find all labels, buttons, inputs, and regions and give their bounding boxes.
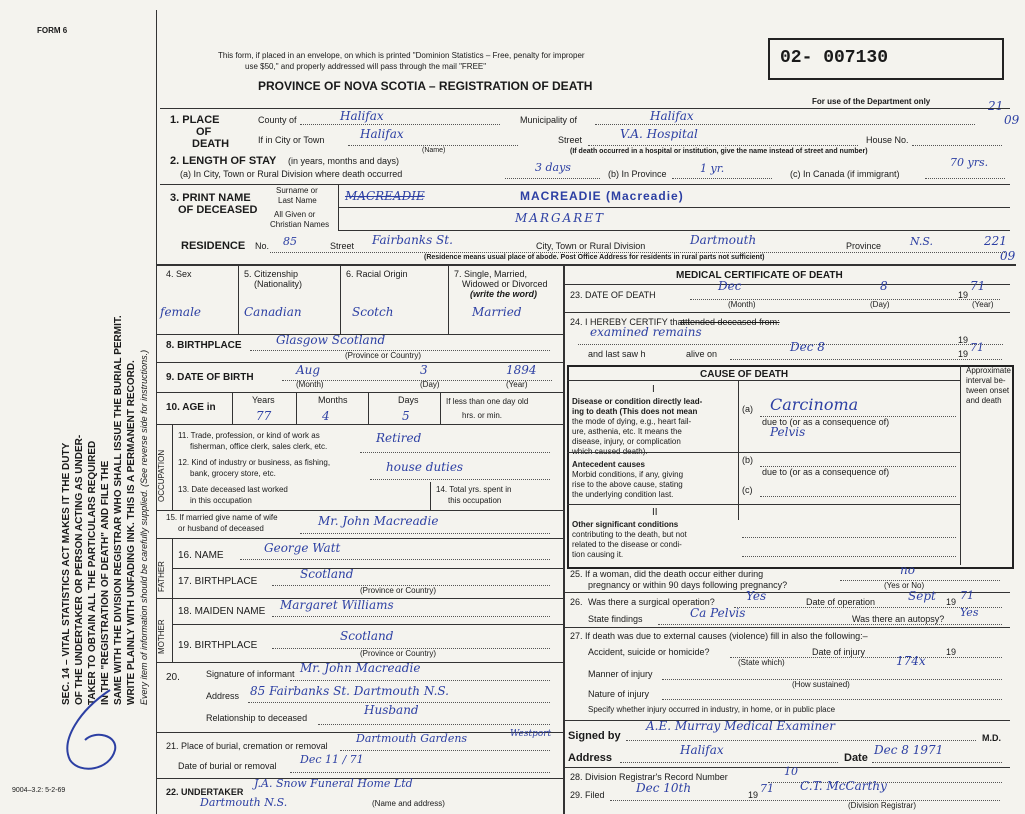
surgery-value: Yes <box>746 589 767 603</box>
filed-value: Dec 10th <box>636 781 692 795</box>
q11-label: 11. Trade, profession, or kind of work as <box>178 431 320 440</box>
burial-place-label: 21. Place of burial, cremation or removal <box>166 741 328 751</box>
stay-a-label: (a) In City, Town or Rural Division where death occurred <box>180 169 403 179</box>
stay-c-label: (c) In Canada (if immigrant) <box>790 169 900 179</box>
days-label: Days <box>398 395 419 405</box>
county-value: Halifax <box>340 109 384 123</box>
cause-c-label: (c) <box>742 485 753 495</box>
other-conditions-label-2: contributing to the death, but not <box>572 530 687 539</box>
roman-one: I <box>652 384 655 395</box>
registrar-signature: C.T. McCarthy <box>800 779 887 793</box>
injury-date-label: Date of injury <box>812 647 866 657</box>
birthplace-note: (Province or Country) <box>345 351 422 360</box>
municipality-value: Halifax <box>650 109 694 123</box>
yr-prefix-3: 19 <box>958 349 969 359</box>
q13-label-2: in this occupation <box>190 496 252 505</box>
death-day-note: (Day) <box>870 300 890 309</box>
stay-sub: (in years, months and days) <box>288 156 400 166</box>
mother-birthplace-note: (Province or Country) <box>360 649 437 658</box>
birthplace-value: Glasgow Scotland <box>276 333 386 347</box>
stay-b-value: 1 yr. <box>700 162 725 175</box>
address-label: Address <box>568 752 613 764</box>
burial-place: Dartmouth Gardens <box>356 732 468 745</box>
sex-value: female <box>160 305 202 319</box>
mother-birthplace-label: 19. BIRTHPLACE <box>178 640 258 651</box>
registration-number: 02- 007130 <box>780 48 889 68</box>
city-label: If in City or Town <box>258 135 325 145</box>
residence-note: (Residence means usual place of abode. Post Office Address for residents in rural parts not sufficient) <box>424 254 765 261</box>
dob-month: Aug <box>296 363 321 377</box>
marital-label-2: Widowed or Divorced <box>462 279 548 289</box>
q27-label: 27. If death was due to external causes (violence) fill in also the following:– <box>570 631 868 641</box>
q20-label: 20. <box>166 672 180 683</box>
interval-label-4: and death <box>966 396 1002 405</box>
md-label: M.D. <box>982 733 1001 743</box>
record-number-label: 28. Division Registrar's Record Number <box>570 772 728 782</box>
informant-rel: Husband <box>364 703 419 717</box>
accident-label: Accident, suicide or homicide? <box>588 647 710 657</box>
house-label: House No. <box>866 135 909 145</box>
industry-label: Specify whether injury occurred in industry, in home, or in public place <box>588 705 836 714</box>
municipality-label: Municipality of <box>520 115 578 125</box>
q13-label: 13. Date deceased last worked <box>178 485 288 494</box>
given-label-2: Christian Names <box>270 220 330 229</box>
dept-code: 09 <box>1004 113 1020 127</box>
deceased-name-label: 3. PRINT NAME <box>170 192 251 204</box>
immediate-cause-label: Disease or condition directly lead- <box>572 397 703 406</box>
death-year: 71 <box>970 279 986 293</box>
father-birthplace-label: 17. BIRTHPLACE <box>178 576 258 587</box>
marital-label-3: (write the word) <box>470 289 537 299</box>
years-label: Years <box>252 395 275 405</box>
spouse-value: Mr. John Macreadie <box>318 514 439 528</box>
residence-province-label: Province <box>846 241 882 251</box>
age-days: 5 <box>402 409 410 423</box>
citizenship-label-2: (Nationality) <box>254 279 303 289</box>
q25-label-2: pregnancy or within 90 days following pregnancy? <box>588 580 788 590</box>
state-which-note: (State which) <box>738 658 785 667</box>
residence-no: 85 <box>283 235 297 248</box>
yr-prefix: 19 <box>958 290 969 300</box>
op-date-value: Sept <box>908 589 936 603</box>
certify-struck: attended deceased from: <box>680 317 780 327</box>
due-to-label: due to (or as a consequence of) <box>762 417 890 427</box>
other-conditions-label: Other significant conditions <box>572 520 679 529</box>
q12-label-2: bank, grocery store, etc. <box>190 469 276 478</box>
alive-on-label: alive on <box>686 349 718 359</box>
findings-value: Ca Pelvis <box>690 606 746 620</box>
side-line: OF THE UNDERTAKER OR PERSON ACTING AS UNDER- <box>74 434 85 705</box>
father-side-label: FATHER <box>157 561 166 592</box>
antecedent-label-3: rise to the above cause, stating <box>572 480 683 489</box>
signed-value: A.E. Murray Medical Examiner <box>646 719 836 733</box>
marital-label: 7. Single, Married, <box>454 269 528 279</box>
q15-label-2: or husband of deceased <box>178 524 264 533</box>
county-label: County of <box>258 115 297 125</box>
informant-addr: 85 Fairbanks St. Dartmouth N.S. <box>250 684 449 698</box>
injury-number: 174x <box>896 654 926 668</box>
manner-label: Manner of injury <box>588 669 653 679</box>
side-instructions <box>60 315 151 705</box>
antecedent-label-4: the underlying condition last. <box>572 490 674 499</box>
cause-b-label: (b) <box>742 455 753 465</box>
medical-title: MEDICAL CERTIFICATE OF DEATH <box>676 270 843 281</box>
surgery-label: Was there a surgical operation? <box>588 597 715 607</box>
q26-number: 26. <box>570 597 583 607</box>
date-label: Date <box>844 752 868 764</box>
surname-value: MACREADIE (Macreadie) <box>520 189 684 203</box>
yr-prefix-6: 19 <box>748 790 759 800</box>
due-to-label-2: due to (or as a consequence of) <box>762 467 890 477</box>
form-number: FORM 6 <box>37 26 68 35</box>
street-value: V.A. Hospital <box>620 127 698 141</box>
burial-place-extra: Westport <box>510 729 552 739</box>
dob-label: 9. DATE OF BIRTH <box>166 372 254 383</box>
q25-value: no <box>900 563 915 577</box>
father-name-label: 16. NAME <box>178 550 224 561</box>
undertaker-value: J.A. Snow Funeral Home Ltd <box>254 777 413 790</box>
certify-label: 24. I HEREBY CERTIFY that I <box>570 317 691 327</box>
last-seen-year: 71 <box>970 341 984 354</box>
citizenship-label: 5. Citizenship <box>244 269 299 279</box>
filed-label: 29. Filed <box>570 790 605 800</box>
op-date-label: Date of operation <box>806 597 876 607</box>
burial-date-label: Date of burial or removal <box>178 761 277 771</box>
residence-province: N.S. <box>910 235 934 248</box>
dept-code: 221 <box>984 234 1007 248</box>
certify-from: examined remains <box>590 325 702 339</box>
record-number-value: 10 <box>784 765 798 778</box>
name-note: (Name) <box>422 147 446 154</box>
death-month: Dec <box>718 279 742 293</box>
q11-label-2: fisherman, office clerk, sales clerk, etc. <box>190 442 328 451</box>
yes-no-note: (Yes or No) <box>884 581 925 590</box>
stay-c-value: 70 yrs. <box>950 156 989 169</box>
q14-label-2: this occupation <box>448 496 502 505</box>
year-note: (Year) <box>506 380 528 389</box>
interval-label: Approximate <box>966 366 1011 375</box>
cause-title: CAUSE OF DEATH <box>700 369 789 380</box>
side-line: Every item of information should be carefully supplied. (See reverse side for instructions.) <box>139 349 149 705</box>
months-label: Months <box>318 395 348 405</box>
father-birthplace-note: (Province or Country) <box>360 586 437 595</box>
death-day: 8 <box>880 279 888 293</box>
residence-street-label: Street <box>330 241 355 251</box>
marital-value: Married <box>472 305 522 319</box>
father-name-value: George Watt <box>264 541 341 555</box>
informant-sig-label: Signature of informant <box>206 669 295 679</box>
notice-line-2: use $50," and properly addressed will pass through the mail "FREE" <box>245 62 487 71</box>
surname-struck: MACREADIE <box>345 189 425 203</box>
place-label: 1. PLACE <box>170 114 220 126</box>
antecedent-label: Antecedent causes <box>572 460 645 469</box>
cause-a-value-2: Pelvis <box>770 425 806 439</box>
lt-day-label-2: hrs. or min. <box>462 411 503 420</box>
residence-no-label: No. <box>255 241 270 251</box>
date-value: Dec 8 1971 <box>874 743 944 757</box>
residence-city-label: City, Town or Rural Division <box>536 241 646 251</box>
last-seen-label: and last saw h <box>588 349 646 359</box>
day-note: (Day) <box>420 380 440 389</box>
dept-code: 09 <box>1000 249 1016 263</box>
burial-date: Dec 11 / 71 <box>300 753 364 766</box>
stay-a-value: 3 days <box>535 161 571 174</box>
address-value: Halifax <box>680 743 724 757</box>
mother-maiden-value: Margaret Williams <box>280 598 394 612</box>
last-seen-date: Dec 8 <box>790 340 825 354</box>
occupation-side-label: OCCUPATION <box>157 449 166 502</box>
mother-birthplace-value: Scotland <box>340 629 394 643</box>
residence-city: Dartmouth <box>690 233 757 247</box>
informant-rel-label: Relationship to deceased <box>206 713 308 723</box>
stay-label: 2. LENGTH OF STAY <box>170 155 277 167</box>
mother-maiden-label: 18. MAIDEN NAME <box>178 606 266 617</box>
immediate-cause-label-6: which caused death). <box>572 447 648 456</box>
findings-label: State findings <box>588 614 643 624</box>
nature-label: Nature of injury <box>588 689 650 699</box>
other-conditions-label-3: related to the disease or condi- <box>572 540 682 549</box>
notice-line-1: This form, if placed in an envelope, on which is printed "Dominion Statistics – Free, penalty for improper <box>218 51 585 60</box>
informant-addr-label: Address <box>206 691 240 701</box>
city-value: Halifax <box>360 127 404 141</box>
informant-sig: Mr. John Macreadie <box>300 661 421 675</box>
street-label: Street <box>558 135 583 145</box>
age-months: 4 <box>322 409 330 423</box>
q25-label: 25. If a woman, did the death occur either during <box>570 569 764 579</box>
stay-b-label: (b) In Province <box>608 169 667 179</box>
autopsy-label: Was there an autopsy? <box>852 614 945 624</box>
registration-number-box <box>768 38 1004 80</box>
racial-label: 6. Racial Origin <box>346 269 408 279</box>
lt-day-label: If less than one day old <box>446 397 529 406</box>
racial-value: Scotch <box>352 305 394 319</box>
immediate-cause-label-5: disease, injury, or complication <box>572 437 681 446</box>
q15-label: 15. If married give name of wife <box>166 513 278 522</box>
yr-prefix-5: 19 <box>946 647 957 657</box>
surname-label: Surname or <box>276 186 318 195</box>
place-label-of: OF <box>196 126 212 138</box>
dept-code: 21 <box>988 99 1004 113</box>
form-title: PROVINCE OF NOVA SCOTIA – REGISTRATION OF DEATH <box>258 79 593 93</box>
print-code: 9004–3.2: 5-2-69 <box>12 787 66 794</box>
sex-label: 4. Sex <box>166 269 192 279</box>
given-label: All Given or <box>274 210 316 219</box>
undertaker-label: 22. UNDERTAKER <box>166 787 244 797</box>
death-year-note: (Year) <box>972 300 994 309</box>
death-date-label: 23. DATE OF DEATH <box>570 290 656 300</box>
dept-use-label: For use of the Department only <box>812 97 931 106</box>
place-label-death: DEATH <box>192 138 230 150</box>
autopsy-value: Yes <box>960 606 979 619</box>
side-line: SEC. 14 – VITAL STATISTICS ACT MAKES IT THE DUTY <box>61 442 72 705</box>
residence-street: Fairbanks St. <box>372 233 453 247</box>
yr-prefix-2: 19 <box>958 335 969 345</box>
q11-value: Retired <box>376 431 422 445</box>
cause-a-label: (a) <box>742 404 753 414</box>
dob-year: 1894 <box>506 363 537 377</box>
dob-day: 3 <box>420 363 428 377</box>
deceased-name-label-2: OF DECEASED <box>178 204 258 216</box>
interval-label-2: interval be- <box>966 376 1006 385</box>
given-value: MARGARET <box>515 211 606 225</box>
antecedent-label-2: Morbid conditions, if any, giving <box>572 470 684 479</box>
signed-label: Signed by <box>568 730 621 742</box>
mother-side-label: MOTHER <box>157 619 166 654</box>
undertaker-note: (Name and address) <box>372 799 445 808</box>
hospital-note: (If death occurred in a hospital or institution, give the name instead of street and number) <box>570 148 868 155</box>
immediate-cause-label-2: ing to death (This does not mean <box>572 407 698 416</box>
surname-label-2: Last Name <box>278 196 317 205</box>
q12-value: house duties <box>386 460 464 474</box>
citizenship-value: Canadian <box>244 305 302 319</box>
undertaker-value-2: Dartmouth N.S. <box>200 796 288 809</box>
op-year: 71 <box>960 589 974 602</box>
death-month-note: (Month) <box>728 300 756 309</box>
registrar-note: (Division Registrar) <box>848 801 917 810</box>
side-line: SAME WITH THE DIVISION REGISTRAR WHO SHALL ISSUE THE BURIAL PERMIT. <box>113 315 124 705</box>
father-birthplace-value: Scotland <box>300 567 354 581</box>
residence-label: RESIDENCE <box>181 240 246 252</box>
handwritten-mark <box>40 680 130 780</box>
sustained-note: (How sustained) <box>792 680 850 689</box>
frame-left <box>156 10 157 814</box>
month-note: (Month) <box>296 380 324 389</box>
other-conditions-label-4: tion causing it. <box>572 550 624 559</box>
cause-a-value: Carcinoma <box>770 395 859 414</box>
interval-label-3: tween onset <box>966 386 1010 395</box>
side-line: WRITE PLAINLY WITH UNFADING INK. THIS IS A PERMANENT RECORD. <box>126 360 137 705</box>
immediate-cause-label-3: the mode of dying, e.g., heart fail- <box>572 417 692 426</box>
yr-prefix-4: 19 <box>946 597 957 607</box>
age-label: 10. AGE in <box>166 402 216 413</box>
immediate-cause-label-4: ure, asthenia, etc. It means the <box>572 427 682 436</box>
age-years: 77 <box>256 409 272 423</box>
q14-label: 14. Total yrs. spent in <box>436 485 512 494</box>
roman-two: II <box>652 507 658 518</box>
q12-label: 12. Kind of industry or business, as fishing, <box>178 458 331 467</box>
side-line: IN THE "REGISTRATION OF DEATH" AND FILE THE <box>100 460 111 705</box>
birthplace-label: 8. BIRTHPLACE <box>166 340 242 351</box>
side-line: TAKER TO OBTAIN ALL THE PARTICULARS REQUIRED <box>87 440 98 705</box>
filed-year: 71 <box>760 782 774 795</box>
